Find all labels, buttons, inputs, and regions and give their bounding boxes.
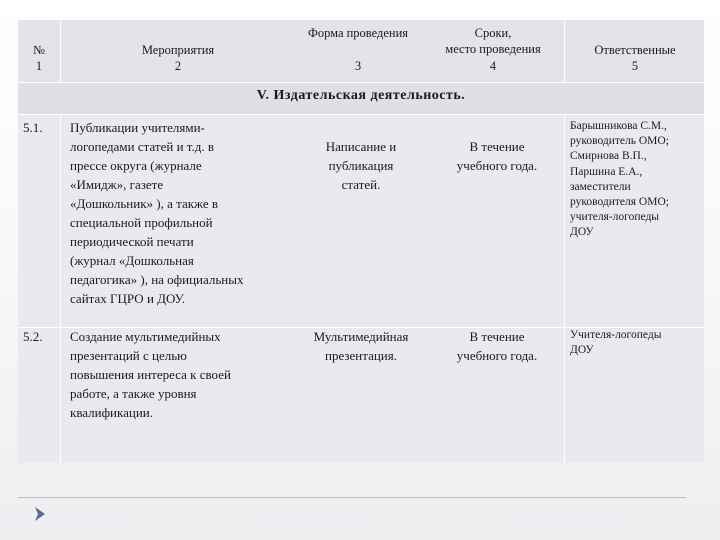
responsible-cell: Учителя-логопеды ДОУ	[570, 329, 662, 357]
header-responsible-label: Ответственные	[594, 43, 676, 57]
header-events-index: 2	[174, 59, 182, 73]
header-num-index: 1	[35, 59, 43, 73]
header-form-label: Форма проведения	[307, 26, 409, 40]
header-term-label-2: место проведения	[445, 42, 541, 56]
header-events-label: Мероприятия	[141, 43, 215, 57]
row-number: 5.1.	[23, 120, 43, 135]
form-cell: Написание и публикация статей.	[325, 139, 397, 192]
responsible-cell: Барышникова С.М., руководитель ОМО; Смирнова В.П., Паршина Е.А., заместители руководителя ОМО; учителя-логопеды ДОУ	[570, 120, 669, 239]
back-arrow-icon[interactable]	[34, 506, 46, 522]
form-cell: Мультимедийная презентация.	[313, 329, 409, 363]
section-title: V. Издательская деятельность.	[256, 88, 466, 103]
term-cell: В течение учебного года.	[456, 139, 538, 173]
header-term-label-1: Сроки,	[474, 26, 512, 40]
header-form-index: 3	[354, 59, 362, 73]
header-term-index: 4	[489, 59, 497, 73]
divider	[18, 497, 686, 498]
event-cell: Публикации учителями- логопедами статей и т.д. в прессе округа (журнале «Имидж», газете «Дошкольник» ), а также в специальной профильной периодической печати (журнал «Дошкольная педагогика» ), на официальных сайтах ГЦРО и ДОУ.	[70, 120, 244, 306]
header-num-label: №	[33, 43, 45, 57]
row-number: 5.2.	[23, 329, 43, 344]
header-responsible-index: 5	[631, 59, 639, 73]
plan-table	[18, 20, 704, 463]
term-cell: В течение учебного года.	[456, 329, 538, 363]
event-cell: Создание мультимедийных презентаций с целью повышения интереса к своей работе, а также уровня квалификации.	[70, 329, 231, 420]
